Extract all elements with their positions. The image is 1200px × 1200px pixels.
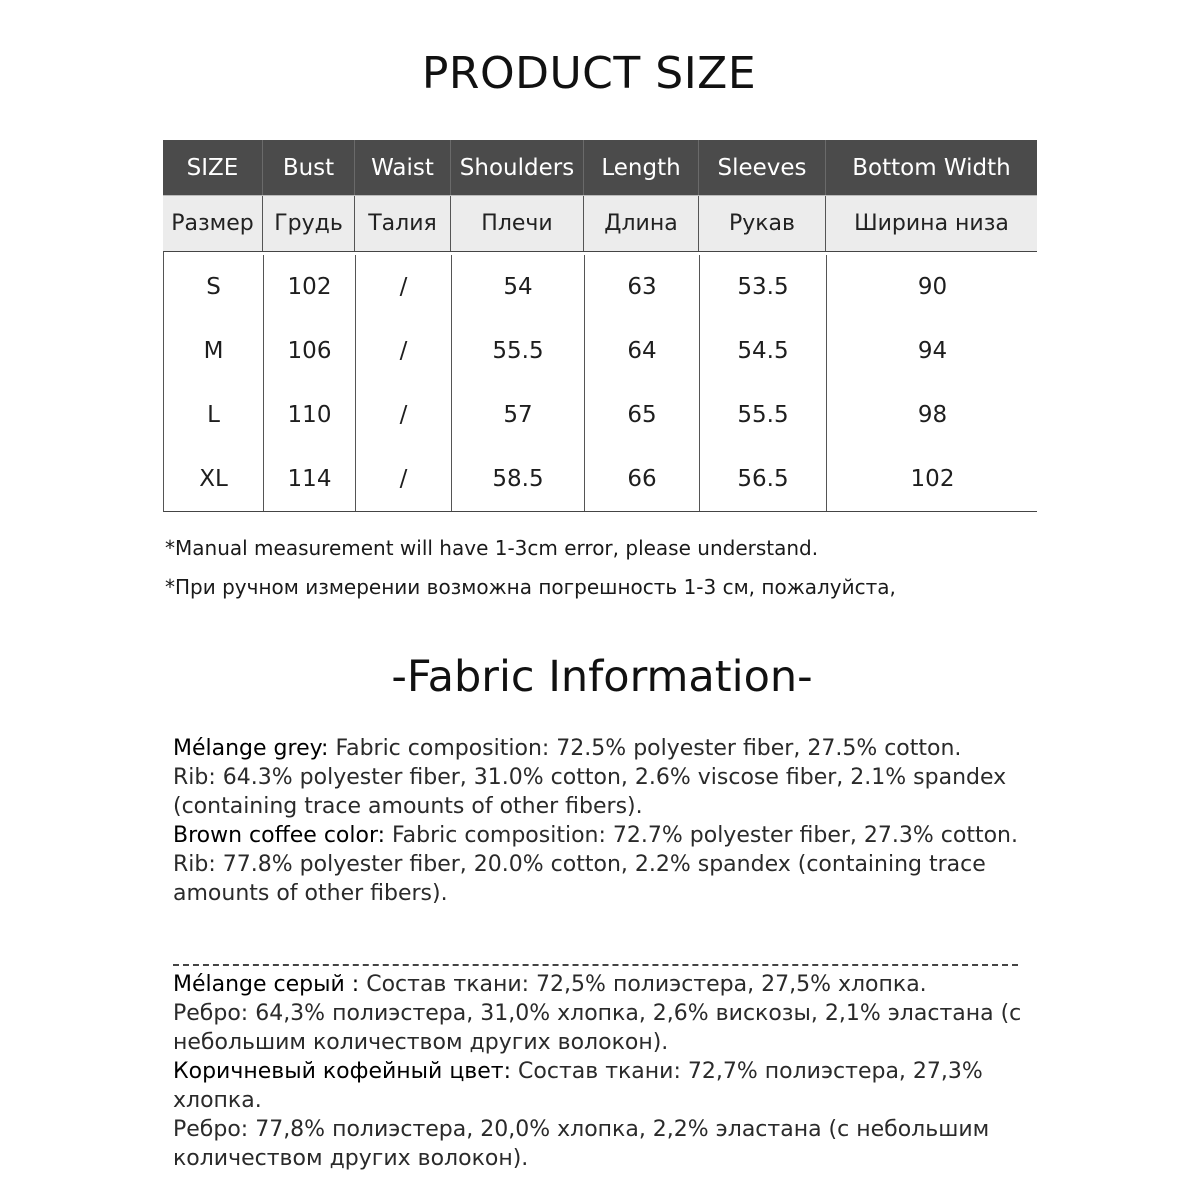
fabric-grey-paragraph — [173, 734, 1023, 763]
table-cell: / — [356, 383, 452, 447]
table-header-ru — [163, 195, 1037, 251]
fabric-brown-paragraph — [173, 821, 1023, 850]
table-cell: 114 — [264, 447, 356, 511]
table-cell: / — [356, 319, 452, 383]
fabric-grey-label: Mélange grey: — [173, 736, 329, 761]
table-row — [164, 447, 1038, 511]
fabric-grey-rib-ru: Ребро: 64,3% полиэстера, 31,0% хлопка, 2,6% вискозы, 2,1% эластана (с небольшим количеством других волокон). — [173, 1001, 1022, 1055]
fabric-grey-text-ru: Состав ткани: 72,5% полиэстера, 27,5% хлопка. — [359, 972, 927, 997]
table-header-en — [163, 140, 1037, 195]
table-cell: 65 — [585, 383, 700, 447]
fabric-grey-text: Fabric composition: 72.5% polyester fiber, 27.5% cotton. — [328, 736, 962, 761]
dashed-divider — [173, 964, 1018, 966]
table-cell: 98 — [917, 402, 948, 428]
table-cell: 53.5 — [700, 255, 827, 319]
header-cell: SIZE — [163, 140, 263, 195]
table-cell: / — [356, 255, 452, 319]
table-row — [164, 319, 1038, 383]
table-body — [163, 251, 1037, 512]
table-row — [164, 255, 1038, 319]
fabric-brown-text: Fabric composition: 72.7% polyester fiber, 27.3% cotton. — [385, 823, 1018, 848]
fabric-brown-rib-ru: Ребро: 77,8% полиэстера, 20,0% хлопка, 2,2% эластана (с небольшим количеством других волокон). — [173, 1117, 990, 1171]
header-cell: Waist — [355, 140, 451, 195]
table-cell: L — [164, 383, 264, 447]
table-cell: S — [164, 255, 264, 319]
header-cell-ru: Длина — [584, 196, 699, 251]
table-cell: 58.5 — [452, 447, 585, 511]
table-cell: / — [356, 447, 452, 511]
fabric-brown-label-ru: Коричневый кофейный цвет: — [173, 1059, 512, 1084]
table-cell: 102 — [910, 466, 955, 492]
table-cell: 102 — [264, 255, 356, 319]
header-cell: Bust — [263, 140, 355, 195]
table-cell: 94 — [917, 338, 948, 364]
table-cell: 56.5 — [700, 447, 827, 511]
header-cell-ru: Талия — [355, 196, 451, 251]
page-title: PRODUCT SIZE — [421, 48, 757, 99]
fabric-grey-label-ru: Mélange серый : — [173, 972, 360, 997]
measurement-note-en: *Manual measurement will have 1-3cm error, please understand. — [165, 536, 819, 560]
header-cell: Bottom Width — [852, 154, 1011, 181]
fabric-brown-text-ru: Состав ткани: 72,7% полиэстера, 27,3% хлопка. — [173, 1059, 983, 1113]
header-cell-ru: Грудь — [263, 196, 355, 251]
header-cell: Sleeves — [699, 140, 826, 195]
table-cell: 57 — [452, 383, 585, 447]
table-cell: 106 — [264, 319, 356, 383]
fabric-title: -Fabric Information- — [391, 652, 813, 702]
header-cell-ru: Плечи — [451, 196, 584, 251]
header-cell-ru: Размер — [163, 196, 263, 251]
table-cell: 55.5 — [700, 383, 827, 447]
fabric-grey-rib: Rib: 64.3% polyester fiber, 31.0% cotton, 2.6% viscose fiber, 2.1% spandex (containing trace amounts of other fibers). — [173, 765, 1007, 819]
measurement-note-ru: *При ручном измерении возможна погрешность 1-3 см, пожалуйста, — [165, 575, 896, 599]
fabric-info-en — [173, 734, 1023, 908]
header-cell-ru: Рукав — [699, 196, 826, 251]
table-cell: 63 — [585, 255, 700, 319]
fabric-grey-paragraph-ru — [173, 970, 1023, 999]
table-cell: 54 — [452, 255, 585, 319]
fabric-brown-rib: Rib: 77.8% polyester fiber, 20.0% cotton, 2.2% spandex (containing trace amounts of other fibers). — [173, 852, 986, 906]
fabric-brown-label: Brown coffee color: — [173, 823, 386, 848]
header-cell-ru: Ширина низа — [854, 211, 1009, 236]
header-cell: Length — [584, 140, 699, 195]
table-cell: 90 — [917, 274, 948, 300]
table-row — [164, 383, 1038, 447]
table-cell: 64 — [585, 319, 700, 383]
table-cell: 66 — [585, 447, 700, 511]
fabric-brown-paragraph-ru — [173, 1057, 1023, 1115]
table-cell: XL — [164, 447, 264, 511]
table-cell: 55.5 — [452, 319, 585, 383]
table-cell: M — [164, 319, 264, 383]
header-cell: Shoulders — [451, 140, 584, 195]
size-table — [163, 140, 1037, 512]
table-cell: 54.5 — [700, 319, 827, 383]
table-cell: 110 — [264, 383, 356, 447]
fabric-info-ru — [173, 970, 1023, 1173]
